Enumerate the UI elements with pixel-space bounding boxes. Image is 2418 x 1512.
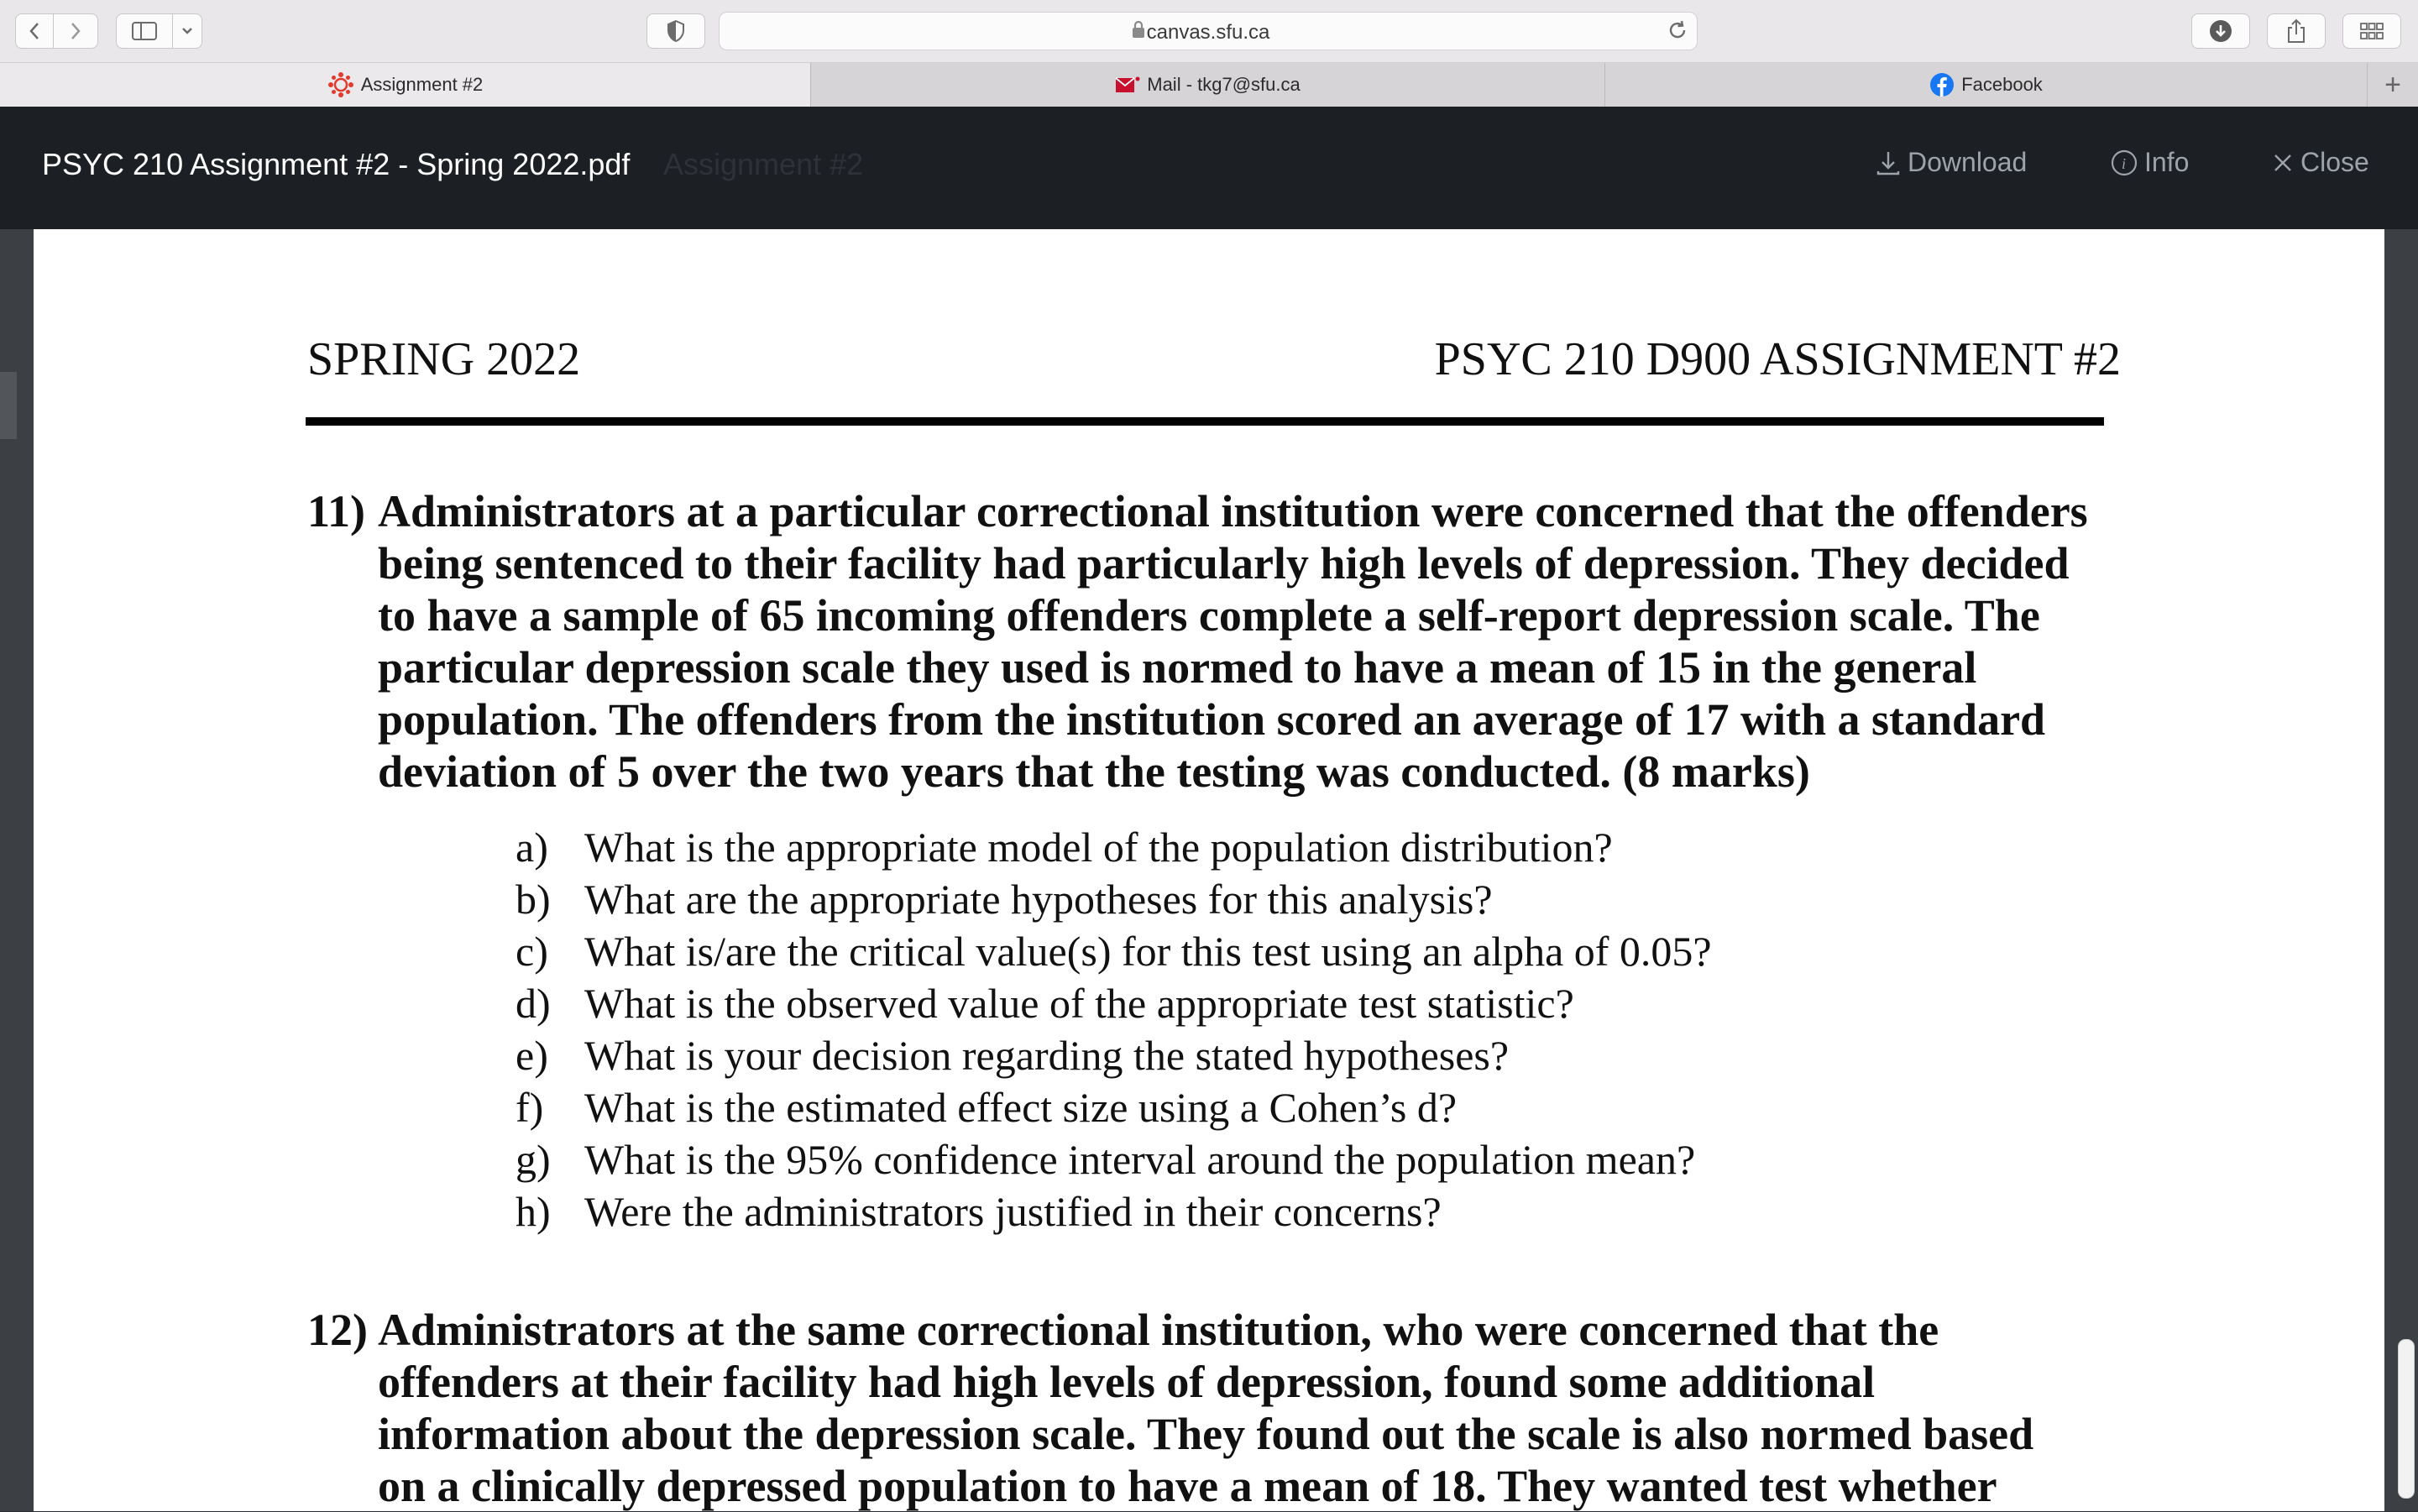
share-button[interactable] <box>2267 13 2326 49</box>
question-line: information about the depression scale. They found out the scale is also normed based <box>378 1409 2034 1459</box>
question-line: Administrators at the same correctional institution, who were concerned that the <box>378 1305 1939 1355</box>
downloads-button[interactable] <box>2191 13 2250 49</box>
share-icon <box>2286 18 2306 44</box>
download-icon <box>1876 149 1901 176</box>
list-item: a) What is the appropriate model of the population distribution? <box>516 824 1613 871</box>
scrollbar-thumb[interactable] <box>2398 1339 2415 1499</box>
shield-icon <box>667 20 685 42</box>
info-icon <box>2111 149 2138 176</box>
list-item: c) What is/are the critical value(s) for this test using an alpha of 0.05? <box>516 928 1712 975</box>
privacy-report-button[interactable] <box>646 13 705 49</box>
tab-assignment[interactable] <box>0 63 811 107</box>
forward-button[interactable] <box>53 13 98 49</box>
info-label: Info <box>2144 147 2190 177</box>
pdf-page <box>34 229 2384 1511</box>
sidebar-icon <box>132 22 157 40</box>
file-preview-header <box>0 107 2418 229</box>
list-item: g) What is the 95% confidence interval around the population mean? <box>516 1136 1696 1183</box>
tab-label: Mail - tkg7@sfu.ca <box>1147 74 1301 95</box>
download-circle-icon <box>2209 19 2232 43</box>
tab-mail[interactable] <box>811 63 1605 107</box>
close-icon <box>2272 152 2294 174</box>
document-header-left: SPRING 2022 <box>307 333 581 385</box>
url-text: canvas.sfu.ca <box>1146 21 1270 44</box>
tab-facebook[interactable] <box>1605 63 2368 107</box>
tab-bar <box>0 63 2418 107</box>
facebook-icon <box>1929 72 1955 97</box>
question-line: on a clinically depressed population to have a mean of 18. They wanted test whether <box>378 1461 1997 1511</box>
download-button[interactable] <box>1876 147 2027 178</box>
lock-icon <box>1132 20 1145 39</box>
tab-label: Assignment #2 <box>360 74 484 95</box>
info-button[interactable] <box>2111 147 2189 178</box>
header-divider <box>306 417 2104 426</box>
background-page-title: Assignment #2 <box>663 147 864 181</box>
chevron-right-icon <box>69 21 82 41</box>
reload-icon[interactable] <box>1666 18 1689 42</box>
question-12-number: 12) <box>307 1305 368 1355</box>
question-11-parts <box>516 821 1712 1237</box>
close-label: Close <box>2300 147 2369 177</box>
tab-overview-button[interactable] <box>2342 13 2401 49</box>
question-line: offenders at their facility had high levels of depression, found some additional <box>378 1357 1876 1407</box>
canvas-logo-icon <box>327 71 354 98</box>
new-tab-button[interactable]: + <box>2384 68 2401 101</box>
list-item: b) What are the appropriate hypotheses for this analysis? <box>516 876 1493 923</box>
viewer-left-gutter <box>0 229 34 1511</box>
sidebar-toggle-button[interactable] <box>116 13 173 49</box>
question-11-text <box>378 485 2124 798</box>
question-line: being sentenced to their facility had particularly high levels of depression. They decided <box>378 538 2070 589</box>
sidebar-menu-button[interactable] <box>172 13 202 49</box>
question-12-text <box>378 1304 2124 1512</box>
document-header-right: PSYC 210 D900 ASSIGNMENT #2 <box>1434 333 2121 385</box>
back-button[interactable] <box>15 13 54 49</box>
browser-toolbar <box>0 0 2418 63</box>
question-line: population. The offenders from the institution scored an average of 17 with a standard <box>378 694 2046 745</box>
question-line: to have a sample of 65 incoming offenders complete a self-report depression scale. The <box>378 590 2040 641</box>
grid-icon <box>2360 23 2384 39</box>
list-item: e) What is your decision regarding the stated hypotheses? <box>516 1032 1510 1079</box>
address-bar[interactable] <box>719 12 1698 50</box>
close-button[interactable] <box>2272 147 2369 178</box>
list-item: h) Were the administrators justified in their concerns? <box>516 1188 1442 1235</box>
question-11-number: 11) <box>307 486 366 536</box>
svg-text:i: i <box>2122 154 2127 172</box>
list-item: f) What is the estimated effect size using a Cohen’s d? <box>516 1084 1458 1131</box>
viewer-right-gutter <box>2384 229 2418 1511</box>
chevron-down-icon <box>181 27 193 35</box>
tab-label: Facebook <box>1961 74 2043 95</box>
question-line: deviation of 5 over the two years that the testing was conducted. (8 marks) <box>378 746 1810 797</box>
list-item: d) What is the observed value of the appropriate test statistic? <box>516 980 1574 1027</box>
chevron-left-icon <box>28 21 41 41</box>
download-label: Download <box>1908 147 2028 177</box>
mail-icon <box>1115 76 1140 94</box>
question-line: particular depression scale they used is normed to have a mean of 15 in the general <box>378 642 1977 693</box>
file-title: PSYC 210 Assignment #2 - Spring 2022.pdf <box>42 147 631 181</box>
question-line: Administrators at a particular correctional institution were concerned that the offenders <box>378 486 2088 536</box>
